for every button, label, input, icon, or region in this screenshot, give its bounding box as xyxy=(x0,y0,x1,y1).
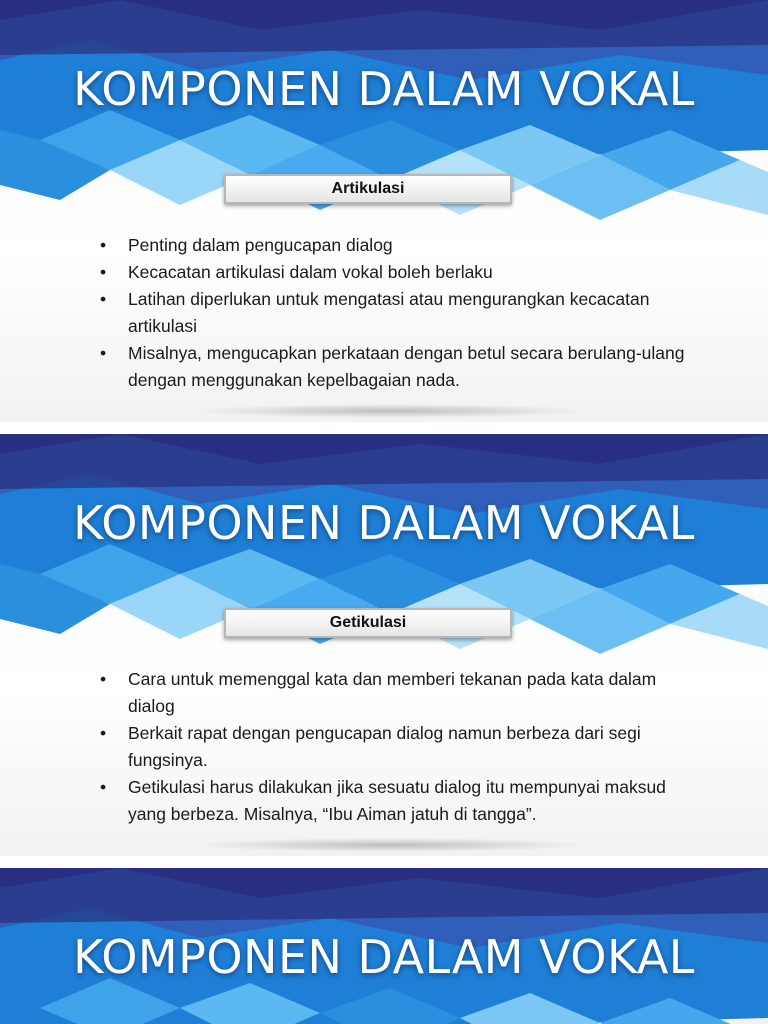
decorative-shadow xyxy=(190,838,590,852)
banner-pattern xyxy=(0,434,768,674)
slide-title: KOMPONEN DALAM VOKAL xyxy=(73,62,695,116)
bullet-icon: • xyxy=(100,262,107,282)
bullet-icon: • xyxy=(100,289,107,309)
bullet-icon: • xyxy=(100,235,107,255)
list-item: • Penting dalam pengucapan dialog xyxy=(100,232,700,259)
subtitle-box: Artikulasi xyxy=(224,174,512,204)
slide-title: KOMPONEN DALAM VOKAL xyxy=(73,496,695,550)
slide-divider xyxy=(0,856,768,868)
banner-pattern xyxy=(0,0,768,240)
slide-1 xyxy=(0,0,768,422)
bullet-icon: • xyxy=(100,343,107,363)
list-item: • Getikulasi harus dilakukan jika sesuatu dialog itu mempunyai maksud yang berbeza. Misalnya, “Ibu Aiman jatuh di tangga”. xyxy=(100,774,700,828)
slide-2 xyxy=(0,434,768,856)
list-item: • Cara untuk memenggal kata dan memberi tekanan pada kata dalam dialog xyxy=(100,666,700,720)
decorative-shadow xyxy=(190,404,590,418)
list-item: • Berkait rapat dengan pengucapan dialog namun berbeza dari segi fungsinya. xyxy=(100,720,700,774)
slide-title: KOMPONEN DALAM VOKAL xyxy=(73,930,695,984)
list-item: • Kecacatan artikulasi dalam vokal boleh berlaku xyxy=(100,259,700,286)
bullet-icon: • xyxy=(100,777,107,797)
bullet-list xyxy=(100,232,700,394)
bullet-icon: • xyxy=(100,669,107,689)
list-item: • Latihan diperlukan untuk mengatasi atau mengurangkan kecacatan artikulasi xyxy=(100,286,700,340)
bullet-icon: • xyxy=(100,723,107,743)
subtitle-box: Getikulasi xyxy=(224,608,512,638)
bullet-list xyxy=(100,666,700,828)
slide-divider xyxy=(0,422,768,434)
list-item: • Misalnya, mengucapkan perkataan dengan betul secara berulang-ulang dengan menggunakan kepelbagaian nada. xyxy=(100,340,700,394)
slide-3 xyxy=(0,868,768,1024)
